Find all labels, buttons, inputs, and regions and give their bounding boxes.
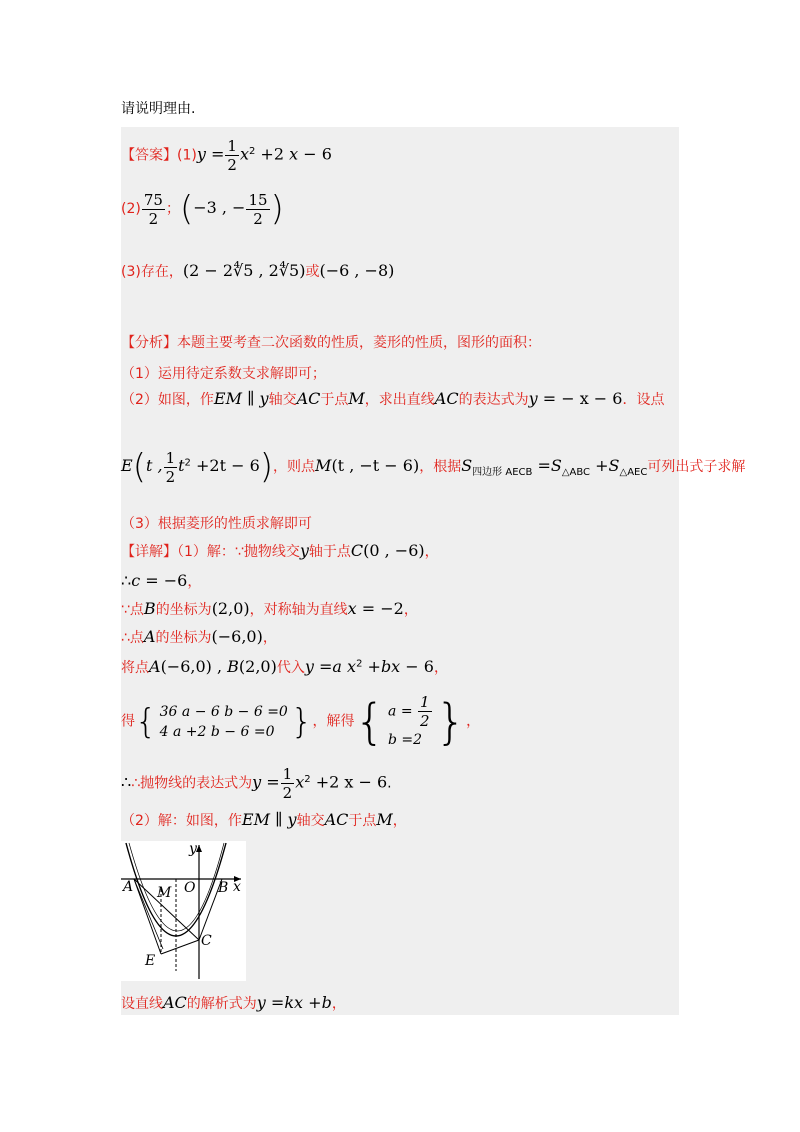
answer-line-3: (3)存在，(2 − 2∜5 , 2∜5)或(−6 , −8) bbox=[121, 261, 395, 280]
detail-line-8: （2）解：如图，作EM ∥ y轴交AC于点M， bbox=[121, 810, 407, 829]
answer-line-1: 【答案】(1)y = $\frac{1}{2}$ $x^2 +2$ x − 6 bbox=[121, 137, 332, 174]
graph-label-A: A bbox=[123, 879, 134, 895]
graph-label-y: y bbox=[189, 841, 197, 857]
intro-text: 请说明理由. bbox=[121, 101, 196, 117]
solution-panel bbox=[121, 127, 746, 1015]
graph-label-B: B bbox=[218, 880, 229, 896]
analysis-step-1: （1）运用待定系数支求解即可； bbox=[121, 366, 326, 382]
detail-line-1: 【详解】（1）解：∵抛物线交y轴于点C(0 , −6)， bbox=[121, 541, 439, 560]
analysis-step-3: （3）根据菱形的性质求解即可 bbox=[121, 516, 312, 532]
answer-line-2: (2) $\frac{75}{2}$ ；(−3 , − $\frac{15}{2}$ ) bbox=[121, 189, 284, 229]
detail-line-2: ∴c = −6， bbox=[121, 571, 202, 590]
analysis-step-2b: E(t , $\frac{1}{2}$ $t^2 +2t - 6$)，则点M(t , −t − 6)，根据$S_{四边形 AECB} =S_{\triangle ABC} +S_{\triangle AEC}$可列出式子求解 bbox=[121, 447, 746, 487]
analysis-intro: 【分析】本题主要考查二次函数的性质，菱形的性质，图形的面积： bbox=[121, 335, 541, 351]
graph-label-O: O bbox=[184, 880, 196, 896]
detail-line-9: 设直线AC的解析式为y =kx +b， bbox=[121, 993, 346, 1012]
graph-label-E: E bbox=[145, 953, 156, 969]
analysis-step-2: （2）如图，作EM ∥ y轴交AC于点M，求出直线AC的表达式为y = − x − 6．设点 bbox=[121, 389, 665, 408]
detail-line-7: ∴∴抛物线的表达式为y = $\frac{1}{2}$ $x^2 +2$ x − 6. bbox=[121, 765, 392, 802]
detail-line-5: 将点A(−6,0) , B(2,0)代入y =a $x^2 +bx - 6$， bbox=[121, 657, 448, 676]
detail-line-4: ∴点A的坐标为(−6,0)， bbox=[121, 627, 277, 646]
detail-line-6: 得 { 36 a − 6 b − 6 =0 4 a +2 b − 6 =0 } ，解得 { a = $\frac{1}{2}$ b =2 } ， bbox=[121, 693, 481, 750]
graph-label-x: x bbox=[233, 879, 241, 895]
answer-tag: 【答案】 bbox=[121, 147, 177, 164]
graph-label-C: C bbox=[201, 933, 212, 949]
parabola-figure bbox=[121, 841, 246, 981]
parabola-diagram bbox=[121, 841, 246, 981]
graph-label-M: M bbox=[157, 885, 172, 901]
detail-line-3: ∵点B的坐标为(2,0)，对称轴为直线x = −2， bbox=[121, 599, 418, 618]
